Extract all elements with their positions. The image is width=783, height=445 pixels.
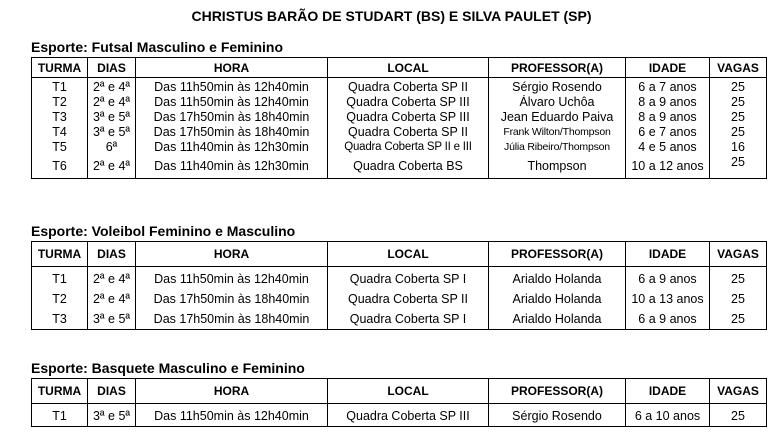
cell-idade: 6 a 10 anos [626,404,710,427]
cell-professor: Álvaro Uchôa [489,95,626,110]
col-local: LOCAL [328,379,489,404]
col-dias: DIAS [88,58,136,78]
cell-vagas: 25 [710,155,767,179]
header-row [32,58,767,78]
col-hora: HORA [136,242,328,267]
cell-turma: T5 [32,140,88,155]
cell-idade: 6 a 9 anos [626,267,710,290]
cell-dias: 2ª e 4ª [88,95,136,110]
cell-turma: T2 [32,289,88,309]
cell-idade: 6 e 7 anos [626,125,710,140]
cell-turma: T1 [32,78,88,96]
cell-professor: Arialdo Holanda [489,267,626,290]
col-turma: TURMA [32,58,88,78]
cell-vagas: 25 [710,289,767,309]
basquete-table [31,378,767,427]
cell-hora: Das 17h50min às 18h40min [136,125,328,140]
cell-professor: Arialdo Holanda [489,289,626,309]
cell-local: Quadra Coberta SP I [328,267,489,290]
header-row [32,379,767,404]
cell-hora: Das 17h50min às 18h40min [136,309,328,330]
table-row [32,78,767,96]
cell-professor: Frank Wilton/Thompson [489,125,626,140]
cell-professor: Jean Eduardo Paiva [489,110,626,125]
cell-vagas: 25 [710,267,767,290]
cell-hora: Das 17h50min às 18h40min [136,289,328,309]
futsal-table [31,57,767,179]
section-title: Esporte: Futsal Masculino e Feminino [31,39,284,55]
cell-turma: T4 [32,125,88,140]
basquete-section [31,358,766,427]
col-professor: PROFESSOR(A) [489,242,626,267]
cell-idade: 10 a 13 anos [626,289,710,309]
table-row [32,404,767,427]
col-local: LOCAL [328,58,489,78]
cell-dias: 2ª e 4ª [88,289,136,309]
table-row [32,289,767,309]
cell-professor: Sérgio Rosendo [489,78,626,96]
voleibol-section [31,221,766,330]
cell-vagas: 25 [710,309,767,330]
table-row [32,267,767,290]
col-turma: TURMA [32,242,88,267]
table-row [32,155,767,179]
cell-hora: Das 11h50min às 12h40min [136,267,328,290]
cell-idade: 6 a 7 anos [626,78,710,96]
cell-dias: 3ª e 5ª [88,404,136,427]
col-dias: DIAS [88,242,136,267]
cell-idade: 8 a 9 anos [626,95,710,110]
cell-dias: 3ª e 5ª [88,309,136,330]
cell-local: Quadra Coberta SP III [328,110,489,125]
cell-turma: T1 [32,404,88,427]
cell-professor: Júlia Ribeiro/Thompson [489,140,626,155]
cell-vagas: 25 [710,95,767,110]
cell-dias: 6ª [88,140,136,155]
cell-vagas: 25 [710,110,767,125]
col-idade: IDADE [626,379,710,404]
cell-local: Quadra Coberta SP II [328,289,489,309]
cell-hora: Das 11h40min às 12h30min [136,140,328,155]
cell-local: Quadra Coberta SP III [328,404,489,427]
cell-dias: 3ª e 5ª [88,110,136,125]
cell-hora: Das 11h50min às 12h40min [136,95,328,110]
cell-dias: 2ª e 4ª [88,267,136,290]
col-professor: PROFESSOR(A) [489,58,626,78]
col-vagas: VAGAS [710,58,767,78]
cell-idade: 8 a 9 anos [626,110,710,125]
cell-local: Quadra Coberta SP II [328,125,489,140]
table-row [32,309,767,330]
voleibol-table [31,241,767,330]
col-local: LOCAL [328,242,489,267]
table-row [32,125,767,140]
cell-hora: Das 11h40min às 12h30min [136,155,328,179]
cell-turma: T3 [32,110,88,125]
table-row [32,140,767,155]
cell-professor: Thompson [489,155,626,179]
section-title: Esporte: Basquete Masculino e Feminino [31,360,305,376]
cell-professor: Sérgio Rosendo [489,404,626,427]
cell-local: Quadra Coberta SP III [328,95,489,110]
col-hora: HORA [136,379,328,404]
cell-idade: 6 a 9 anos [626,309,710,330]
col-vagas: VAGAS [710,379,767,404]
col-idade: IDADE [626,58,710,78]
col-hora: HORA [136,58,328,78]
cell-idade: 4 e 5 anos [626,140,710,155]
cell-local: Quadra Coberta SP II [328,78,489,96]
cell-local: Quadra Coberta SP II e III [328,140,489,155]
col-vagas: VAGAS [710,242,767,267]
cell-idade: 10 a 12 anos [626,155,710,179]
cell-turma: T3 [32,309,88,330]
cell-hora: Das 11h50min às 12h40min [136,404,328,427]
cell-turma: T1 [32,267,88,290]
cell-vagas: 25 [710,125,767,140]
cell-dias: 2ª e 4ª [88,78,136,96]
cell-turma: T6 [32,155,88,179]
section-title: Esporte: Voleibol Feminino e Masculino [31,223,296,239]
cell-dias: 3ª e 5ª [88,125,136,140]
cell-turma: T2 [32,95,88,110]
cell-vagas: 25 [710,404,767,427]
futsal-section [31,37,766,179]
cell-dias: 2ª e 4ª [88,155,136,179]
cell-hora: Das 17h50min às 18h40min [136,110,328,125]
col-turma: TURMA [32,379,88,404]
col-dias: DIAS [88,379,136,404]
header-row [32,242,767,267]
cell-local: Quadra Coberta SP I [328,309,489,330]
col-professor: PROFESSOR(A) [489,379,626,404]
page-title: CHRISTUS BARÃO DE STUDART (BS) E SILVA PAULET (SP) [191,8,592,24]
cell-professor: Arialdo Holanda [489,309,626,330]
cell-vagas: 25 [710,78,767,96]
cell-hora: Das 11h50min às 12h40min [136,78,328,96]
cell-local: Quadra Coberta BS [328,155,489,179]
col-idade: IDADE [626,242,710,267]
cell-vagas: 16 [710,140,767,155]
table-row [32,95,767,110]
table-row [32,110,767,125]
